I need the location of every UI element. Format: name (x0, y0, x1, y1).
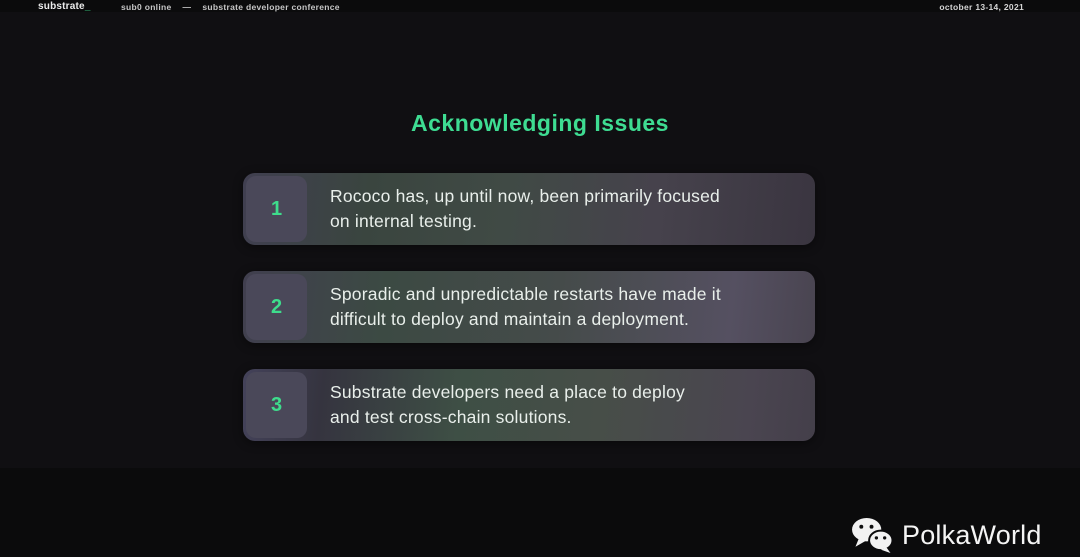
polkaworld-label: PolkaWorld (902, 519, 1042, 550)
issue-number-2: 2 (270, 295, 283, 318)
header-bar (0, 0, 1080, 16)
issue-text-3-line1: Substrate developers need a place to deploy (330, 382, 685, 402)
issue-card-2 (243, 271, 815, 343)
issue-text-3-line2: and test cross-chain solutions. (330, 407, 572, 427)
issue-text-2 (330, 282, 721, 332)
polkaworld-watermark (851, 516, 1042, 554)
issue-card-1 (243, 173, 815, 245)
issue-text-2-line2: difficult to deploy and maintain a deployment. (330, 309, 690, 329)
issue-card-3 (243, 369, 815, 441)
substrate-logo-text: substrate (38, 1, 85, 12)
issue-number-3: 3 (270, 393, 283, 416)
substrate-logo (38, 1, 91, 12)
wechat-icon (851, 517, 894, 554)
event-date: october 13-14, 2021 (939, 2, 1024, 12)
event-description: substrate developer conference (202, 2, 340, 12)
issue-text-1 (330, 184, 720, 234)
issue-number-badge-1 (246, 176, 307, 242)
substrate-logo-cursor: _ (84, 1, 91, 12)
issue-text-2-line1: Sporadic and unpredictable restarts have made it (330, 284, 721, 304)
issue-text-1-line2: on internal testing. (330, 211, 478, 231)
slide-title: Acknowledging Issues (411, 110, 669, 136)
issue-number-badge-2 (246, 274, 307, 340)
event-name: sub0 online (121, 2, 172, 12)
issue-text-3 (330, 380, 685, 430)
issue-card-list (243, 173, 815, 441)
issue-text-1-line1: Rococo has, up until now, been primarily focused (330, 186, 720, 206)
event-tagline (121, 2, 340, 12)
issue-number-badge-3 (246, 372, 307, 438)
tagline-separator: — (182, 2, 192, 12)
issue-number-1: 1 (270, 197, 283, 220)
